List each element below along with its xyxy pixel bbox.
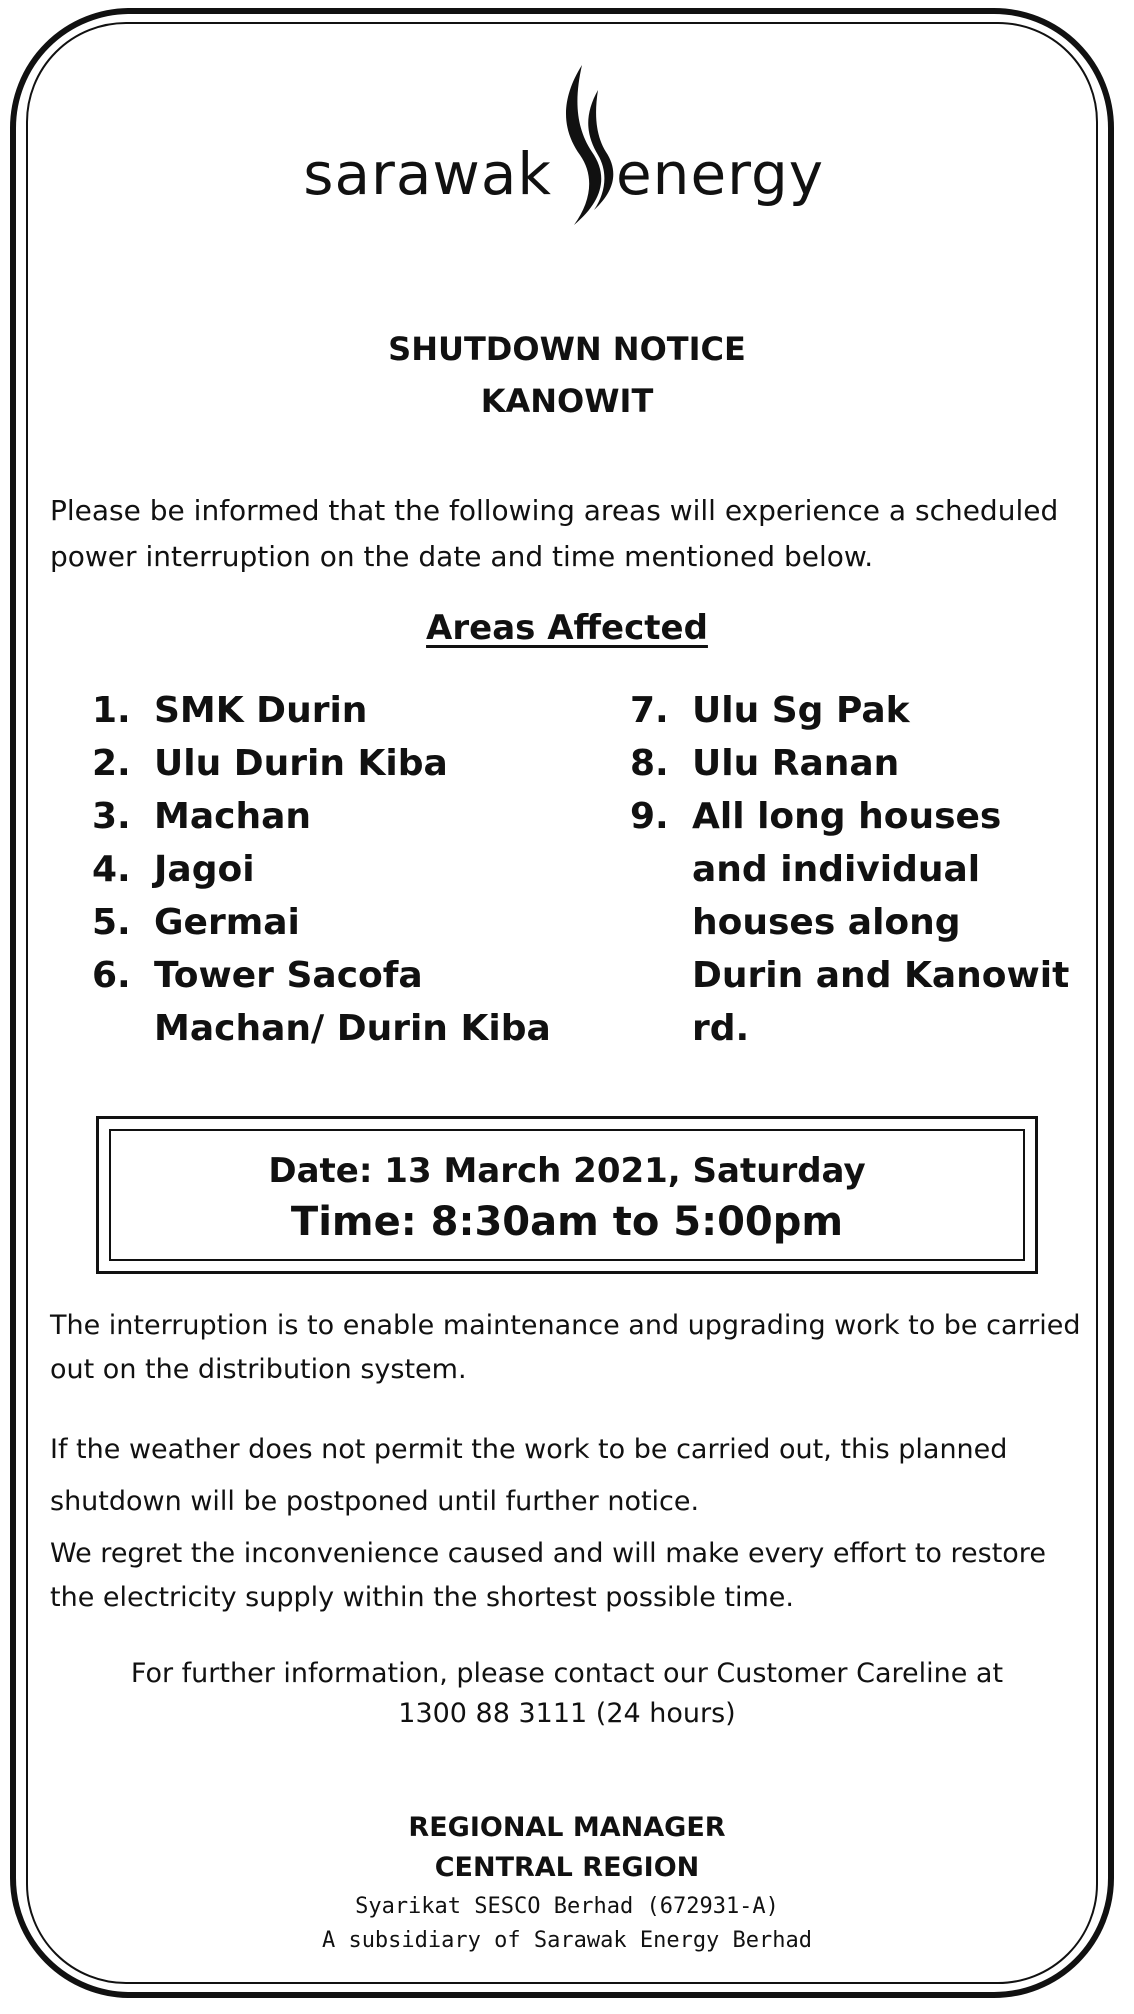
- item-name: Germai: [154, 902, 300, 943]
- signature-company: Syarikat SESCO Berhad (672931-A): [355, 1894, 779, 1919]
- item-name: Tower Sacofa Machan/ Durin Kiba: [154, 955, 551, 1049]
- item-number: 3.: [92, 796, 131, 837]
- list-item: [92, 843, 592, 896]
- list-item: [630, 790, 1080, 1055]
- item-number: 8.: [630, 743, 669, 784]
- signature-role: REGIONAL MANAGER: [408, 1812, 726, 1843]
- areas-heading-text: Areas Affected: [426, 608, 708, 648]
- schedule-box-inner: [109, 1129, 1025, 1261]
- contact-line: For further information, please contact our Customer Careline at: [130, 1658, 1004, 1689]
- schedule-date: Date: 13 March 2021, Saturday: [268, 1151, 866, 1191]
- item-name: Machan: [154, 796, 312, 837]
- schedule-time: Time: 8:30am to 5:00pm: [290, 1199, 844, 1245]
- notice-title: SHUTDOWN NOTICE: [388, 330, 746, 368]
- contact-info: [0, 1654, 1134, 1734]
- weather-paragraph: If the weather does not permit the work to be carried out, this planned shutdown will be postponed until further notice.: [50, 1434, 1008, 1517]
- list-item: [92, 790, 592, 843]
- item-name: Ulu Sg Pak: [692, 690, 910, 731]
- logo-text-energy: energy: [616, 140, 825, 208]
- areas-list-right: [630, 684, 1080, 1055]
- flame-logo-icon: [552, 60, 622, 230]
- regret-paragraph: We regret the inconvenience caused and will make every effort to restore the electricity supply within the shortest possible time.: [50, 1538, 1046, 1613]
- item-number: 1.: [92, 690, 131, 731]
- item-name: All long houses and individual houses along Durin and Kanowit rd.: [692, 796, 1070, 1049]
- intro-paragraph: Please be informed that the following areas will experience a scheduled power interruption on the date and time mentioned below.: [50, 494, 1059, 573]
- logo-text-sarawak: sarawak: [303, 140, 552, 208]
- areas-list-left: [92, 684, 592, 1055]
- list-item: [630, 737, 1080, 790]
- item-name: SMK Durin: [154, 690, 368, 731]
- item-name: Jagoi: [154, 849, 255, 890]
- list-item: [92, 949, 592, 1055]
- schedule-box: [96, 1116, 1038, 1274]
- item-number: 2.: [92, 743, 131, 784]
- item-name: Ulu Ranan: [692, 743, 900, 784]
- signature-region: CENTRAL REGION: [434, 1852, 700, 1883]
- item-number: 7.: [630, 690, 669, 731]
- item-number: 6.: [92, 955, 131, 996]
- list-item: [92, 737, 592, 790]
- list-item: [92, 896, 592, 949]
- careline-number: 1300 88 3111 (24 hours): [398, 1698, 736, 1729]
- list-item: [92, 684, 592, 737]
- item-number: 4.: [92, 849, 131, 890]
- signature-subsidiary: A subsidiary of Sarawak Energy Berhad: [321, 1928, 813, 1953]
- notice-location: KANOWIT: [480, 382, 654, 420]
- purpose-paragraph: The interruption is to enable maintenance and upgrading work to be carried out on the distribution system.: [50, 1310, 1081, 1385]
- areas-heading: [0, 608, 1134, 648]
- list-item: [630, 684, 1080, 737]
- item-number: 9.: [630, 796, 669, 837]
- sarawak-energy-logo: [0, 60, 1134, 230]
- item-name: Ulu Durin Kiba: [154, 743, 448, 784]
- item-number: 5.: [92, 902, 131, 943]
